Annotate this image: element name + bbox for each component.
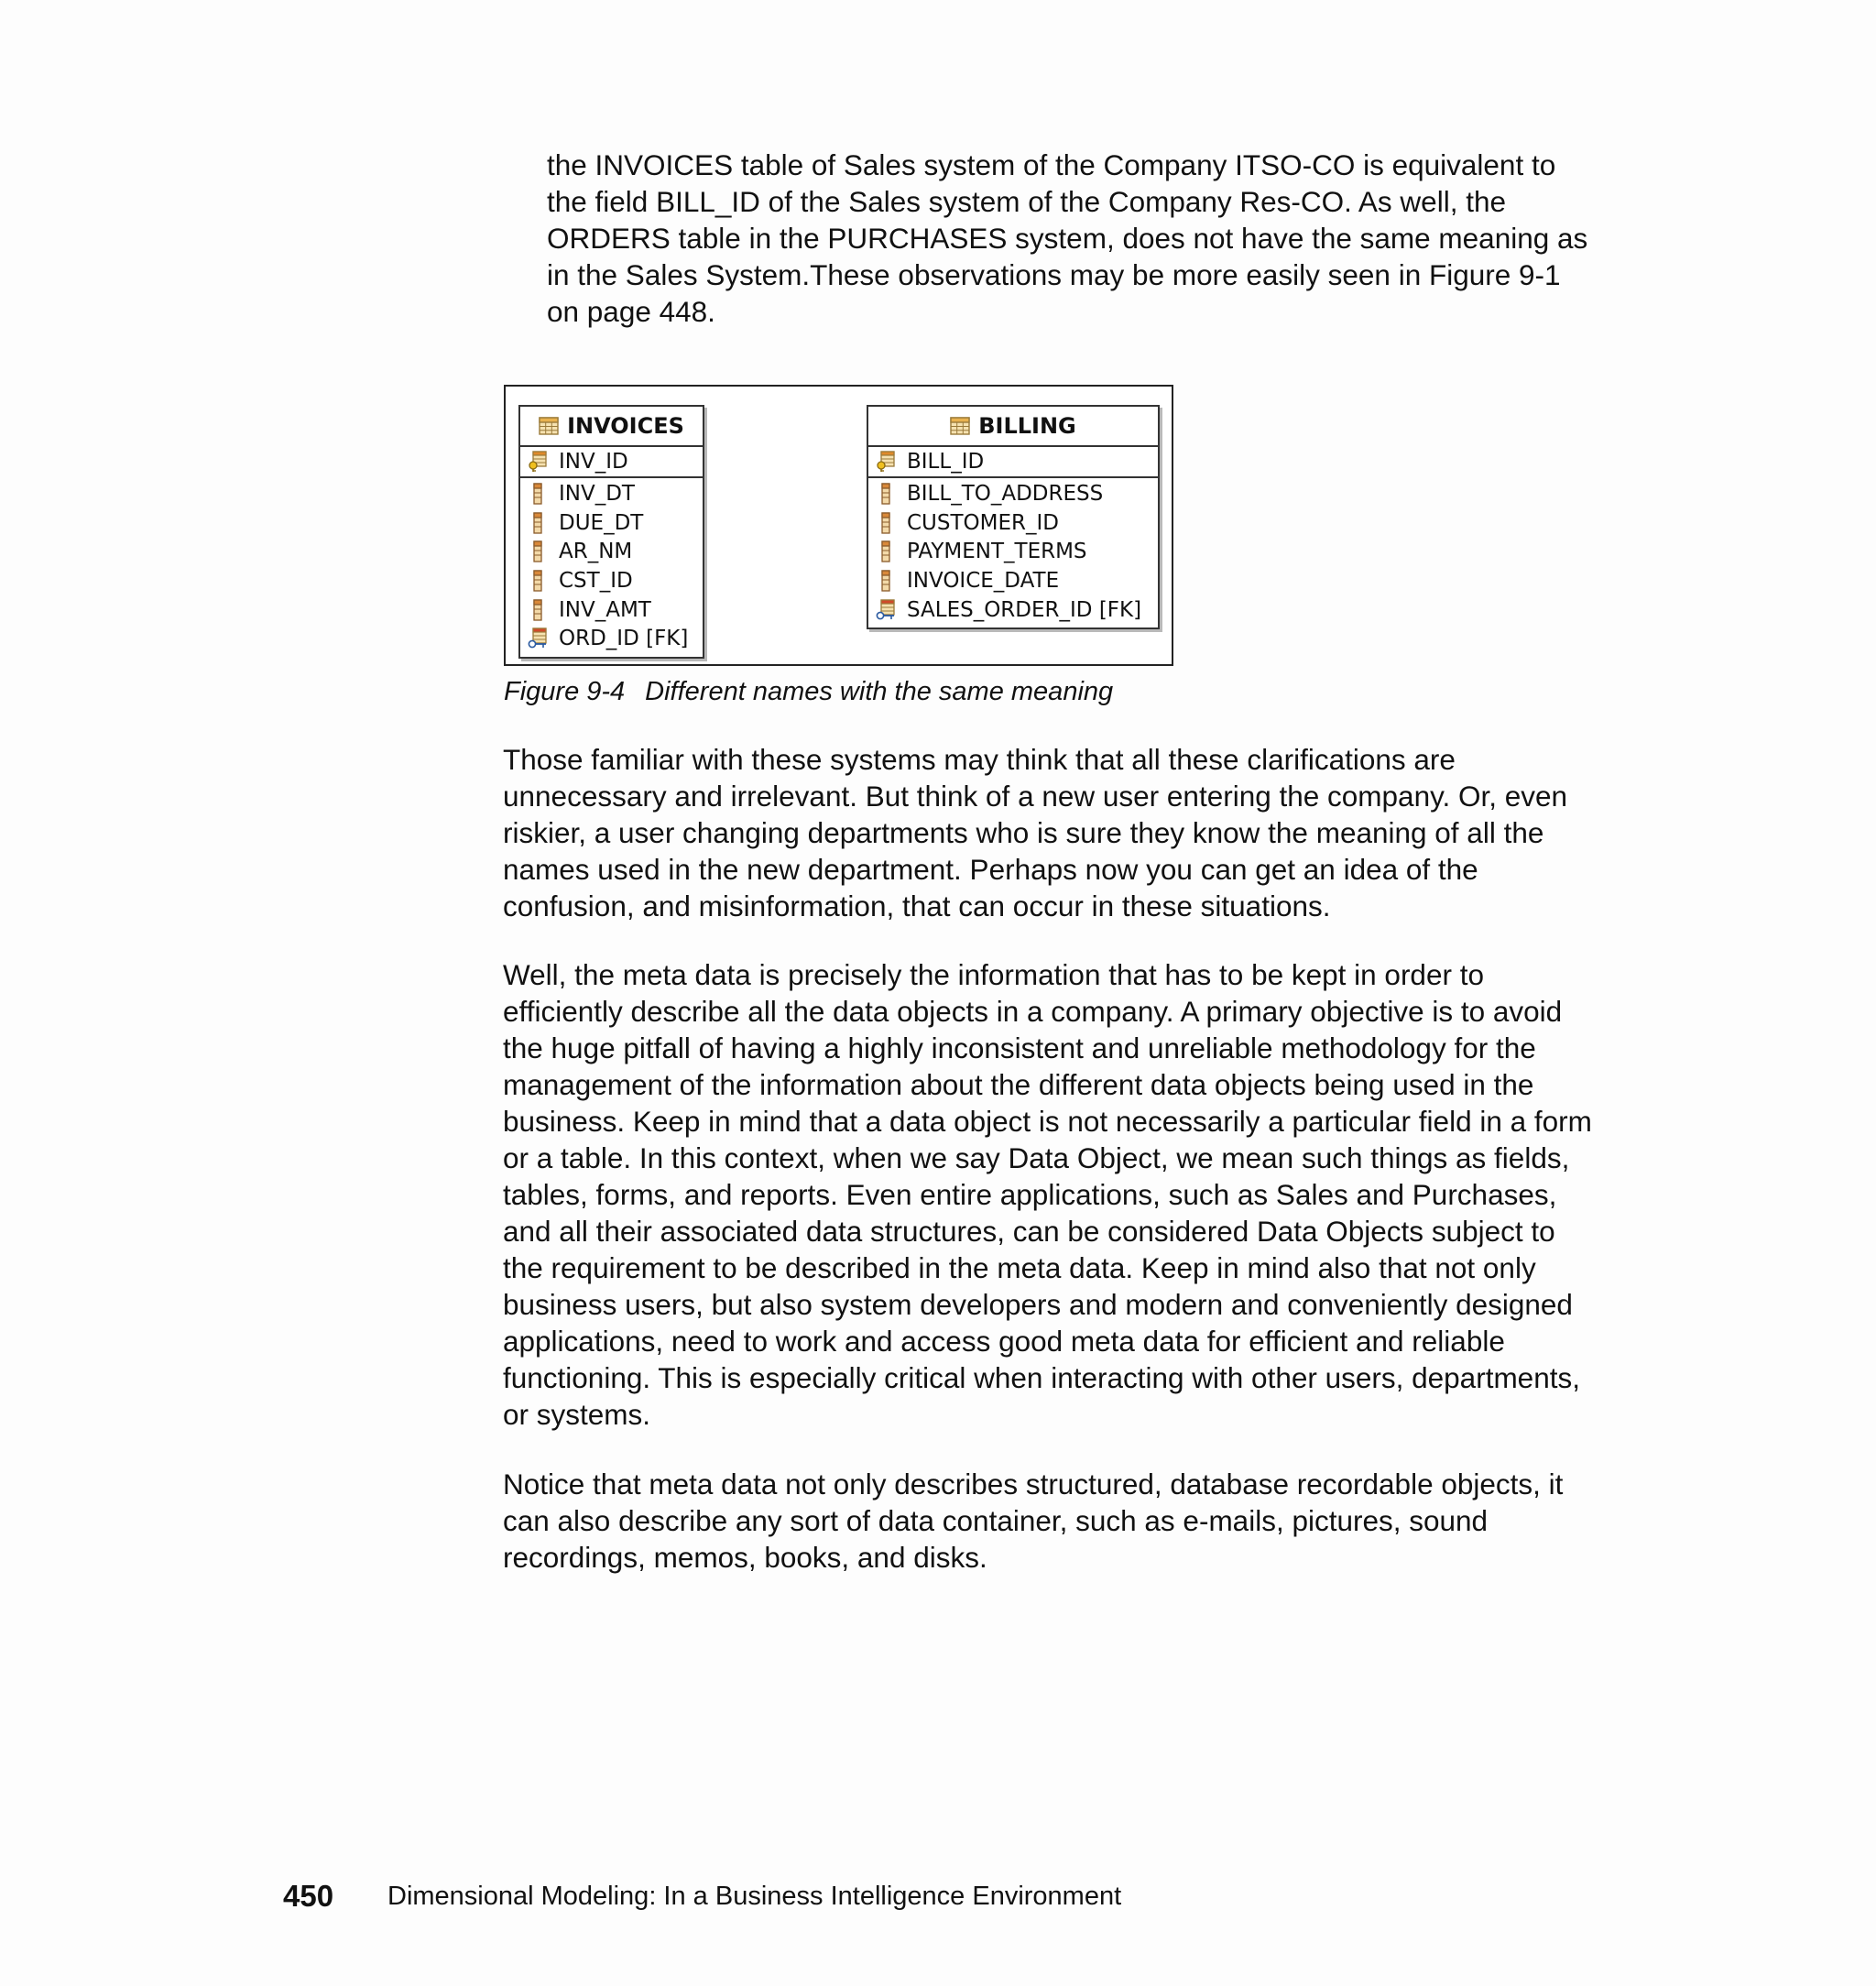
entity-header <box>520 407 703 447</box>
column-row <box>868 537 1158 566</box>
column-name: INVOICE_DATE <box>907 568 1060 593</box>
primary-key-row <box>868 447 1158 478</box>
column-name: INV_AMT <box>559 597 651 622</box>
column-icon <box>528 512 548 534</box>
column-name: CST_ID <box>559 568 633 593</box>
column-icon <box>528 599 548 621</box>
column-icon <box>528 570 548 592</box>
column-name: BILL_TO_ADDRESS <box>907 481 1104 506</box>
book-title: Dimensional Modeling: In a Business Intelligence Environment <box>387 1882 1122 1911</box>
primary-key-row <box>520 447 703 478</box>
column-name: ORD_ID [FK] <box>559 627 689 651</box>
column-row <box>520 479 703 508</box>
column-name: BILL_ID <box>907 450 985 474</box>
figure-caption <box>504 677 1113 707</box>
table-icon <box>539 415 559 437</box>
column-row <box>520 537 703 566</box>
column-icon <box>876 512 896 534</box>
body-paragraph: Well, the meta data is precisely the information that has to be kept in order to efficiently describe all the data objects in a company. A primary objective is to avoid the huge pitfall of having a highly inconsistent and unreliable methodology for the management of the information about the different data objects being used in the business. Keep in mind that a data object is not necessarily a particular field in a form or a table. In this context, when we say Data Object, we mean such things as fields, tables, forms, and reports. Even entire applications, such as Sales and Purchases, and all their associated data structures, can be considered Data Objects subject to the requirement to be described in the meta data. Keep in mind also that not only business users, but also system developers and modern and conveniently designed applications, need to work and access good meta data for efficient and reliable functioning. This is especially critical when interacting with other users, departments, or systems. <box>503 958 1592 1431</box>
figure-caption-text: Different names with the same meaning <box>645 677 1114 706</box>
page-number: 450 <box>283 1879 334 1913</box>
foreign-key-row <box>868 595 1158 625</box>
entity-name: BILLING <box>978 413 1076 439</box>
column-name: SALES_ORDER_ID [FK] <box>907 597 1142 622</box>
column-name: CUSTOMER_ID <box>907 510 1059 535</box>
column-icon <box>528 540 548 562</box>
column-row <box>520 508 703 538</box>
column-row <box>520 566 703 595</box>
entity-name: INVOICES <box>567 413 684 439</box>
foreign-key-icon <box>876 599 896 621</box>
body-paragraph: Notice that meta data not only describes structured, database recordable objects, it can also describe any sort of data container, such as e-mails, pictures, sound recordings, memos, books, and disks. <box>503 1468 1564 1574</box>
column-row <box>868 508 1158 538</box>
column-icon <box>876 570 896 592</box>
column-icon <box>876 540 896 562</box>
table-icon <box>950 415 970 437</box>
primary-key-icon <box>876 451 896 473</box>
column-row <box>868 479 1158 508</box>
entity-billing <box>867 405 1160 629</box>
column-name: PAYMENT_TERMS <box>907 540 1087 564</box>
column-name: INV_DT <box>559 481 635 506</box>
foreign-key-icon <box>528 627 548 649</box>
column-row <box>520 595 703 625</box>
column-name: AR_NM <box>559 540 633 564</box>
body-paragraph: the INVOICES table of Sales system of the Company ITSO-CO is equivalent to the field BILL_ID of the Sales system of the Company Res-CO. As well, the ORDERS table in the PURCHASES system, does not have the same meaning as in the Sales System.These observations may be more easily seen in Figure 9-1 on page 448. <box>547 148 1588 328</box>
column-row <box>868 566 1158 595</box>
entity-header <box>868 407 1158 447</box>
column-name: DUE_DT <box>559 510 644 535</box>
body-paragraph: Those familiar with these systems may think that all these clarifications are unnecessary and irrelevant. But think of a new user entering the company. Or, even riskier, a user changing departments who is sure they know the meaning of all the names used in the new department. Perhaps now you can get an idea of the confusion, and misinformation, that can occur in these situations. <box>503 743 1568 922</box>
column-icon <box>876 483 896 505</box>
figure-number: Figure 9-4 <box>504 677 626 706</box>
column-icon <box>528 483 548 505</box>
figure-9-4-diagram <box>504 385 1173 666</box>
foreign-key-row <box>520 624 703 653</box>
primary-key-icon <box>528 451 548 473</box>
entity-invoices <box>518 405 704 659</box>
column-name: INV_ID <box>559 450 628 474</box>
